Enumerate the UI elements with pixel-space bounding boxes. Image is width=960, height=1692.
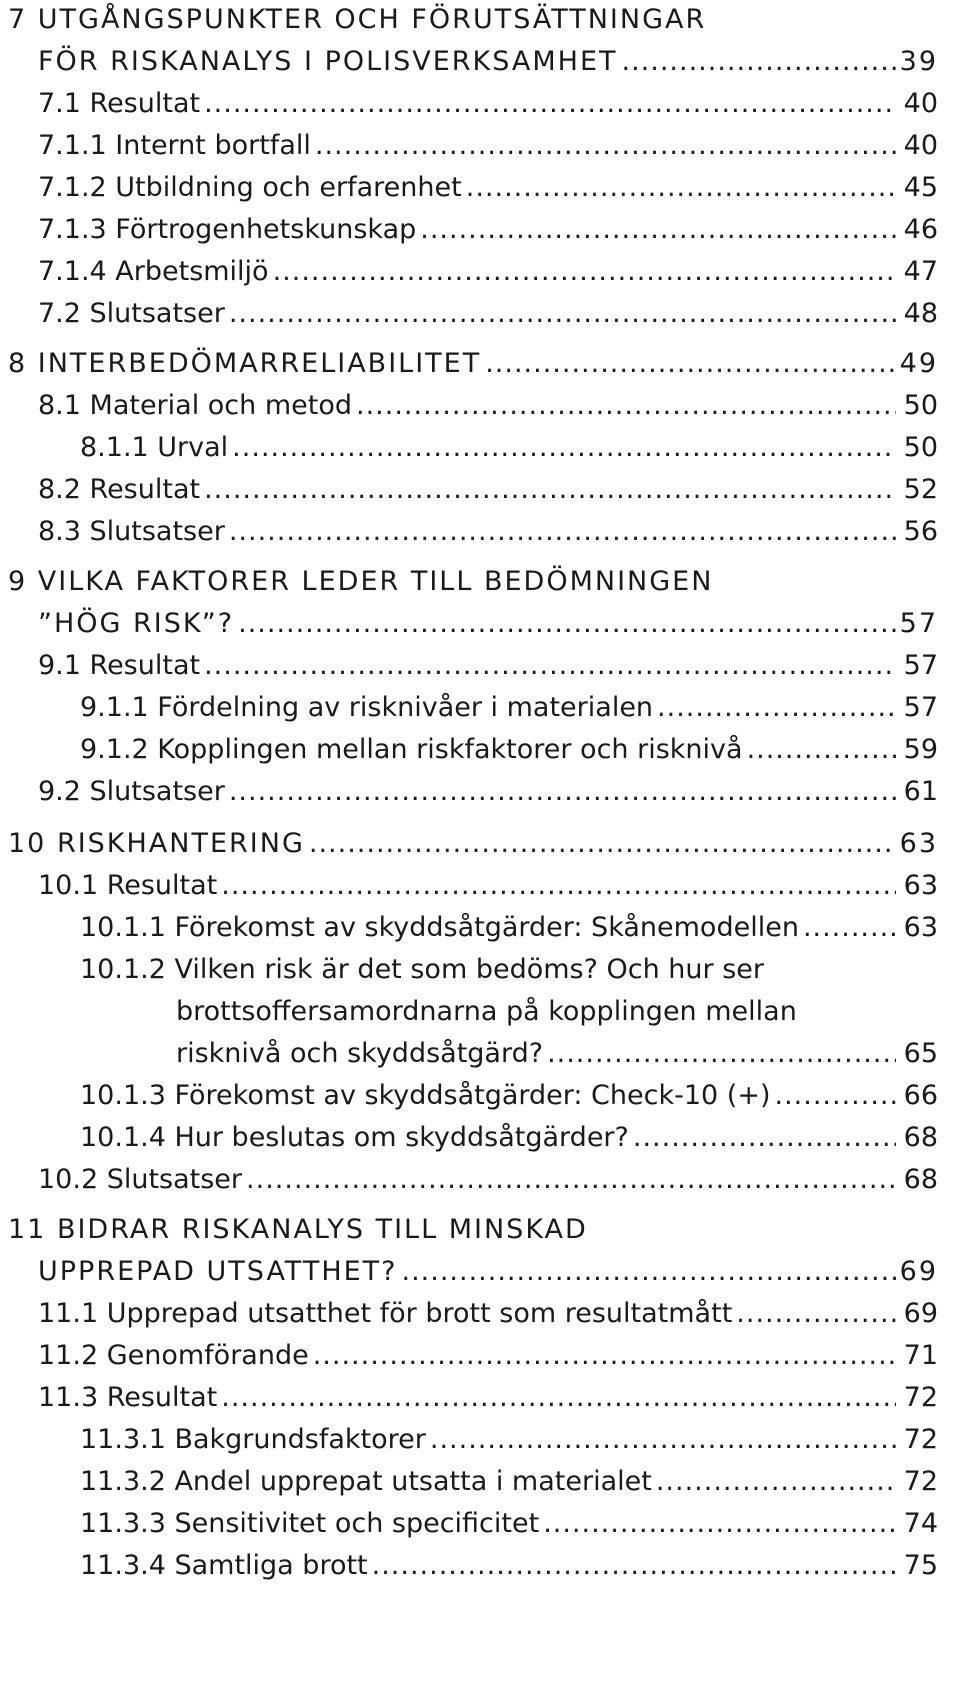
dot-leader bbox=[309, 826, 896, 862]
toc-entry-10-1-2-line1 bbox=[80, 952, 764, 988]
toc-page-number: 45 bbox=[903, 172, 938, 203]
toc-entry[interactable] bbox=[38, 388, 938, 424]
dot-leader bbox=[466, 170, 896, 206]
toc-text: 10.2 Slutsatser bbox=[38, 1164, 243, 1195]
dot-leader bbox=[229, 774, 896, 810]
toc-text: 11.3.4 Samtliga brott bbox=[80, 1550, 368, 1581]
toc-page-number: 68 bbox=[903, 1164, 938, 1195]
toc-text: brottsoffersamordnarna på kopplingen mellan bbox=[176, 996, 797, 1027]
toc-text: 10.1 Resultat bbox=[38, 870, 218, 901]
dot-leader bbox=[747, 732, 896, 768]
toc-entry[interactable] bbox=[80, 1548, 938, 1584]
toc-entry[interactable] bbox=[38, 1296, 938, 1332]
toc-text: UPPREPAD UTSATTHET? bbox=[38, 1256, 398, 1287]
toc-entry[interactable] bbox=[38, 254, 938, 290]
toc-page-number: 72 bbox=[903, 1466, 938, 1497]
toc-text: 10.1.3 Förekomst av skyddsåtgärder: Check-10 (+) bbox=[80, 1080, 771, 1111]
toc-page-number: 69 bbox=[899, 1256, 938, 1287]
toc-page-number: 57 bbox=[899, 608, 938, 639]
toc-page-number: 63 bbox=[899, 828, 938, 859]
toc-chapter-11[interactable] bbox=[38, 1254, 938, 1290]
toc-entry-10-1-2-line2 bbox=[176, 994, 797, 1030]
dot-leader bbox=[273, 254, 896, 290]
toc-entry[interactable] bbox=[80, 690, 938, 726]
toc-entry[interactable] bbox=[38, 212, 938, 248]
toc-page-number: 71 bbox=[903, 1340, 938, 1371]
toc-page-number: 63 bbox=[903, 912, 938, 943]
dot-leader bbox=[485, 346, 895, 382]
dot-leader bbox=[204, 472, 896, 508]
toc-entry[interactable] bbox=[38, 514, 938, 550]
toc-text: 8.1.1 Urval bbox=[80, 432, 229, 463]
toc-text: 7.1.2 Utbildning och erfarenhet bbox=[38, 172, 462, 203]
toc-page-number: 59 bbox=[903, 734, 938, 765]
toc-page-number: 49 bbox=[899, 348, 938, 379]
toc-entry[interactable] bbox=[38, 128, 938, 164]
toc-entry[interactable] bbox=[38, 296, 938, 332]
toc-text: 8 INTERBEDÖMARRELIABILITET bbox=[8, 348, 482, 379]
toc-entry[interactable] bbox=[80, 1506, 938, 1542]
toc-text: 8.1 Material och metod bbox=[38, 390, 353, 421]
toc-entry[interactable] bbox=[38, 170, 938, 206]
toc-page-number: 52 bbox=[903, 474, 938, 505]
toc-entry[interactable] bbox=[38, 1162, 938, 1198]
toc-entry[interactable] bbox=[38, 648, 938, 684]
dot-leader bbox=[372, 1548, 896, 1584]
dot-leader bbox=[313, 1338, 896, 1374]
toc-text: ”HÖG RISK”? bbox=[38, 608, 235, 639]
toc-chapter-9[interactable] bbox=[38, 606, 938, 642]
toc-text: 10 RISKHANTERING bbox=[8, 828, 305, 859]
toc-entry[interactable] bbox=[38, 1338, 938, 1374]
toc-page-number: 50 bbox=[903, 432, 938, 463]
toc-text: 11 BIDRAR RISKANALYS TILL MINSKAD bbox=[8, 1214, 588, 1245]
toc-text: 9.1 Resultat bbox=[38, 650, 201, 681]
toc-entry[interactable] bbox=[38, 472, 938, 508]
toc-entry[interactable] bbox=[80, 732, 938, 768]
dot-leader bbox=[430, 1422, 896, 1458]
dot-leader bbox=[420, 212, 896, 248]
dot-leader bbox=[204, 86, 896, 122]
toc-page-number: 72 bbox=[903, 1424, 938, 1455]
toc-page-number: 40 bbox=[903, 88, 938, 119]
dot-leader bbox=[238, 606, 896, 642]
toc-entry[interactable] bbox=[38, 774, 938, 810]
toc-text: 7.1.3 Förtrogenhetskunskap bbox=[38, 214, 417, 245]
toc-text: 10.1.1 Förekomst av skyddsåtgärder: Skånemodellen bbox=[80, 912, 799, 943]
toc-page-number: 66 bbox=[903, 1080, 938, 1111]
dot-leader bbox=[547, 1036, 896, 1072]
dot-leader bbox=[204, 648, 896, 684]
toc-text: 10.1.4 Hur beslutas om skyddsåtgärder? bbox=[80, 1122, 629, 1153]
toc-text: 11.3.3 Sensitivitet och specificitet bbox=[80, 1508, 540, 1539]
dot-leader bbox=[656, 1464, 896, 1500]
toc-chapter-9-title bbox=[8, 564, 713, 600]
toc-chapter-11-title bbox=[8, 1212, 588, 1248]
toc-text: 9.2 Slutsatser bbox=[38, 776, 225, 807]
dot-leader bbox=[633, 1120, 896, 1156]
dot-leader bbox=[356, 388, 896, 424]
toc-entry[interactable] bbox=[38, 868, 938, 904]
toc-chapter-7-title bbox=[8, 2, 706, 38]
toc-page-number: 75 bbox=[903, 1550, 938, 1581]
dot-leader bbox=[229, 514, 896, 550]
toc-page-number: 74 bbox=[903, 1508, 938, 1539]
toc-chapter-7[interactable] bbox=[38, 44, 938, 80]
toc-text: 11.3 Resultat bbox=[38, 1382, 218, 1413]
dot-leader bbox=[736, 1296, 896, 1332]
toc-page-number: 72 bbox=[903, 1382, 938, 1413]
toc-page-number: 40 bbox=[903, 130, 938, 161]
toc-page-number: 50 bbox=[903, 390, 938, 421]
dot-leader bbox=[246, 1162, 896, 1198]
toc-page-number: 46 bbox=[903, 214, 938, 245]
toc-text: 11.2 Genomförande bbox=[38, 1340, 309, 1371]
toc-text: FÖR RISKANALYS I POLISVERKSAMHET bbox=[38, 46, 618, 77]
toc-text: 7.1 Resultat bbox=[38, 88, 201, 119]
toc-page-number: 48 bbox=[903, 298, 938, 329]
toc-entry[interactable] bbox=[80, 1120, 938, 1156]
dot-leader bbox=[229, 296, 896, 332]
dot-leader bbox=[315, 128, 896, 164]
toc-text: 7.2 Slutsatser bbox=[38, 298, 225, 329]
toc-text: 9.1.2 Kopplingen mellan riskfaktorer och risknivå bbox=[80, 734, 743, 765]
toc-entry[interactable] bbox=[80, 430, 938, 466]
toc-page-number: 61 bbox=[903, 776, 938, 807]
toc-text: risknivå och skyddsåtgärd? bbox=[176, 1038, 544, 1069]
toc-page-number: 65 bbox=[903, 1038, 938, 1069]
toc-text: 7 UTGÅNGSPUNKTER OCH FÖRUTSÄTTNINGAR bbox=[8, 4, 707, 35]
toc-entry[interactable] bbox=[176, 1036, 938, 1072]
toc-chapter-8[interactable] bbox=[8, 346, 938, 382]
toc-entry[interactable] bbox=[80, 1422, 938, 1458]
dot-leader bbox=[775, 1078, 897, 1114]
toc-text: 10.1.2 Vilken risk är det som bedöms? Och hur ser bbox=[80, 954, 764, 985]
toc-page-number: 68 bbox=[903, 1122, 938, 1153]
toc-text: 9.1.1 Fördelning av risknivåer i materialen bbox=[80, 692, 654, 723]
toc-text: 7.1.4 Arbetsmiljö bbox=[38, 256, 269, 287]
toc-text: 9 VILKA FAKTORER LEDER TILL BEDÖMNINGEN bbox=[8, 566, 714, 597]
toc-page-number: 57 bbox=[903, 692, 938, 723]
dot-leader bbox=[232, 430, 896, 466]
toc-entry[interactable] bbox=[38, 1380, 938, 1416]
toc-page-number: 56 bbox=[903, 516, 938, 547]
dot-leader bbox=[221, 1380, 896, 1416]
toc-entry[interactable] bbox=[80, 1464, 938, 1500]
toc-entry[interactable] bbox=[80, 910, 938, 946]
toc-text: 11.3.2 Andel upprepat utsatta i materialet bbox=[80, 1466, 652, 1497]
dot-leader bbox=[622, 44, 896, 80]
toc-page-number: 39 bbox=[899, 46, 938, 77]
dot-leader bbox=[221, 868, 896, 904]
toc-page-number: 69 bbox=[903, 1298, 938, 1329]
toc-entry[interactable] bbox=[38, 86, 938, 122]
toc-entry[interactable] bbox=[80, 1078, 938, 1114]
toc-text: 8.2 Resultat bbox=[38, 474, 201, 505]
toc-page-number: 63 bbox=[903, 870, 938, 901]
toc-text: 11.3.1 Bakgrundsfaktorer bbox=[80, 1424, 426, 1455]
dot-leader bbox=[543, 1506, 896, 1542]
toc-text: 11.1 Upprepad utsatthet för brott som resultatmått bbox=[38, 1298, 733, 1329]
toc-chapter-10[interactable] bbox=[8, 826, 938, 862]
dot-leader bbox=[803, 910, 896, 946]
toc-text: 7.1.1 Internt bortfall bbox=[38, 130, 311, 161]
dot-leader bbox=[402, 1254, 896, 1290]
toc-page-number: 47 bbox=[903, 256, 938, 287]
dot-leader bbox=[657, 690, 896, 726]
toc-text: 8.3 Slutsatser bbox=[38, 516, 225, 547]
toc-page-number: 57 bbox=[903, 650, 938, 681]
